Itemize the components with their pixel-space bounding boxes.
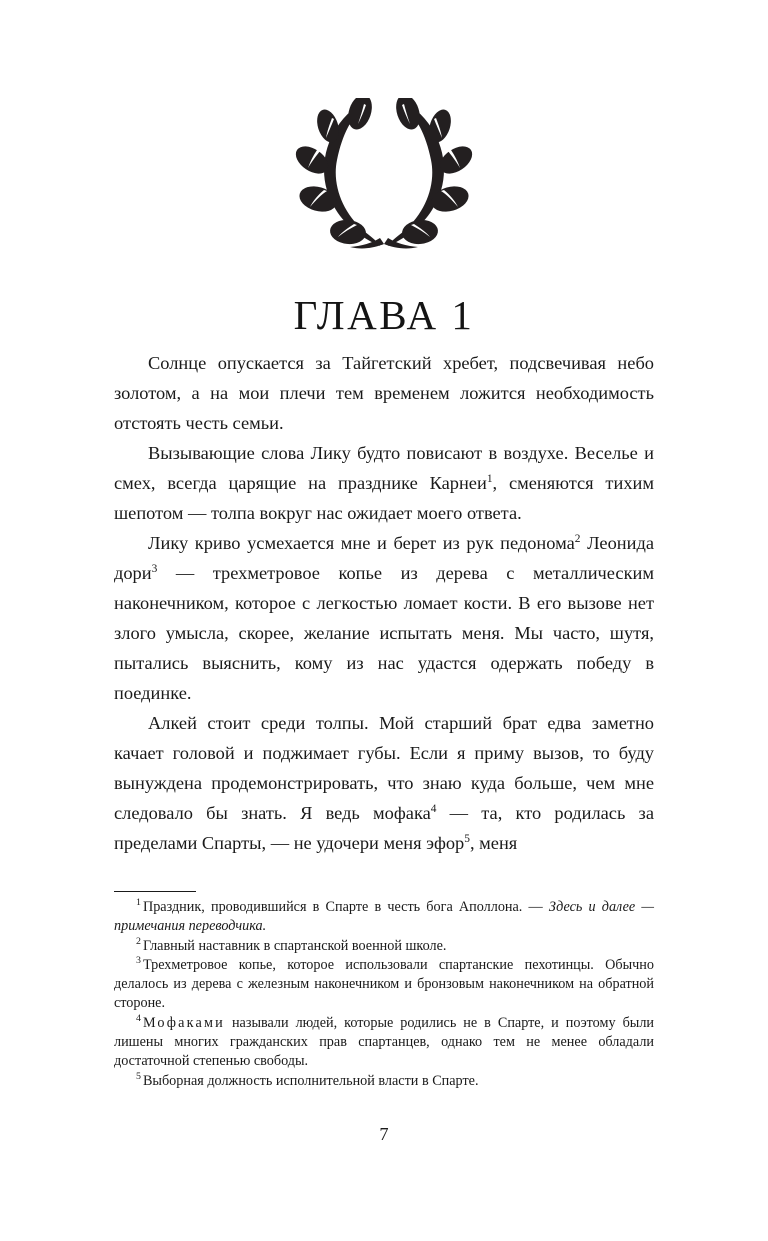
body-paragraph xyxy=(114,708,654,858)
footnote-separator-rule xyxy=(114,891,196,892)
footnote-marker-1[interactable]: 1 xyxy=(486,472,493,485)
footnote-number: 4 xyxy=(136,1013,141,1025)
footnote-text: называли людей, которые родились не в Спарте, и поэтому были лишены многих гражданских прав спартанцев, однако тем не менее обладали достаточной степенью свободы. xyxy=(114,1014,654,1070)
page-number: 7 xyxy=(379,1124,389,1144)
footnote-item xyxy=(114,956,654,1014)
laurel-wreath-ornament xyxy=(0,98,768,250)
body-paragraph xyxy=(114,528,654,708)
footnote-text: Главный наставник в спартанской военной школе. xyxy=(142,937,447,954)
chapter-title: ГЛАВА 1 xyxy=(293,292,475,339)
footnote-item xyxy=(114,1014,654,1072)
paragraph-text: , меня xyxy=(469,833,518,853)
footnote-marker-5[interactable]: 5 xyxy=(464,832,470,845)
footnote-item xyxy=(114,937,654,956)
footnote-text: Трехметровое копье, которое использовали спартанские пехотинцы. Обычно делалось из дерева с железным наконечником и бронзовым наконечником на обратной стороне. xyxy=(114,956,654,1012)
footnote-spaced-lead: Мофаками xyxy=(142,1014,225,1031)
footnote-number: 2 xyxy=(136,935,141,947)
footnote-number: 1 xyxy=(136,897,141,909)
body-paragraph xyxy=(114,348,654,438)
body-text xyxy=(114,348,654,858)
footnote-item xyxy=(114,898,654,937)
footnote-marker-3[interactable]: 3 xyxy=(151,562,158,575)
footnote-text: Выборная должность исполнительной власти в Спарте. xyxy=(142,1072,479,1089)
footnote-number: 3 xyxy=(136,955,141,967)
footnotes-block xyxy=(114,898,654,1091)
paragraph-text: , сменяются тихим шепотом — толпа вокруг нас ожидает моего ответа. xyxy=(114,473,654,523)
paragraph-text: Алкей стоит среди толпы. Мой старший брат едва заметно качает головой и поджимает губы. Если я приму вызов, то буду вынуждена продемонстрировать, что знаю куда больше, чем мне следовало бы знать. Я ведь мофака xyxy=(114,713,654,823)
paragraph-text: Лику криво усмехается мне и берет из рук педонома xyxy=(148,533,575,553)
footnote-marker-2[interactable]: 2 xyxy=(574,532,581,545)
paragraph-text: Леонида дори xyxy=(114,533,654,583)
paragraph-text: — трехметровое копье из дерева с металлическим наконечником, которое с легкостью ломает кости. В его вызове нет злого умысла, скорее, желание испытать меня. Мы часто, шутя, пытались выяснить, кому из нас удастся одержать победу в поединке. xyxy=(114,563,654,703)
footnote-italic-note: Здесь и далее — примечания переводчика. xyxy=(114,899,654,935)
footnote-item xyxy=(114,1072,654,1091)
footnote-marker-4[interactable]: 4 xyxy=(430,802,437,815)
body-paragraph xyxy=(114,438,654,528)
footnote-number: 5 xyxy=(136,1070,141,1082)
paragraph-text: — та, кто родилась за пределами Спарты, — не удочери меня эфор xyxy=(114,803,654,853)
footnote-text: Праздник, проводившийся в Спарте в честь бога Аполлона. — xyxy=(142,899,549,915)
paragraph-text: Вызывающие слова Лику будто повисают в воздухе. Веселье и смех, всегда царящие на празднике Карнеи xyxy=(114,443,654,493)
paragraph-text: Солнце опускается за Тайгетский хребет, подсвечивая небо золотом, а на мои плечи тем временем ложится необходимость отстоять честь семьи. xyxy=(114,353,654,433)
